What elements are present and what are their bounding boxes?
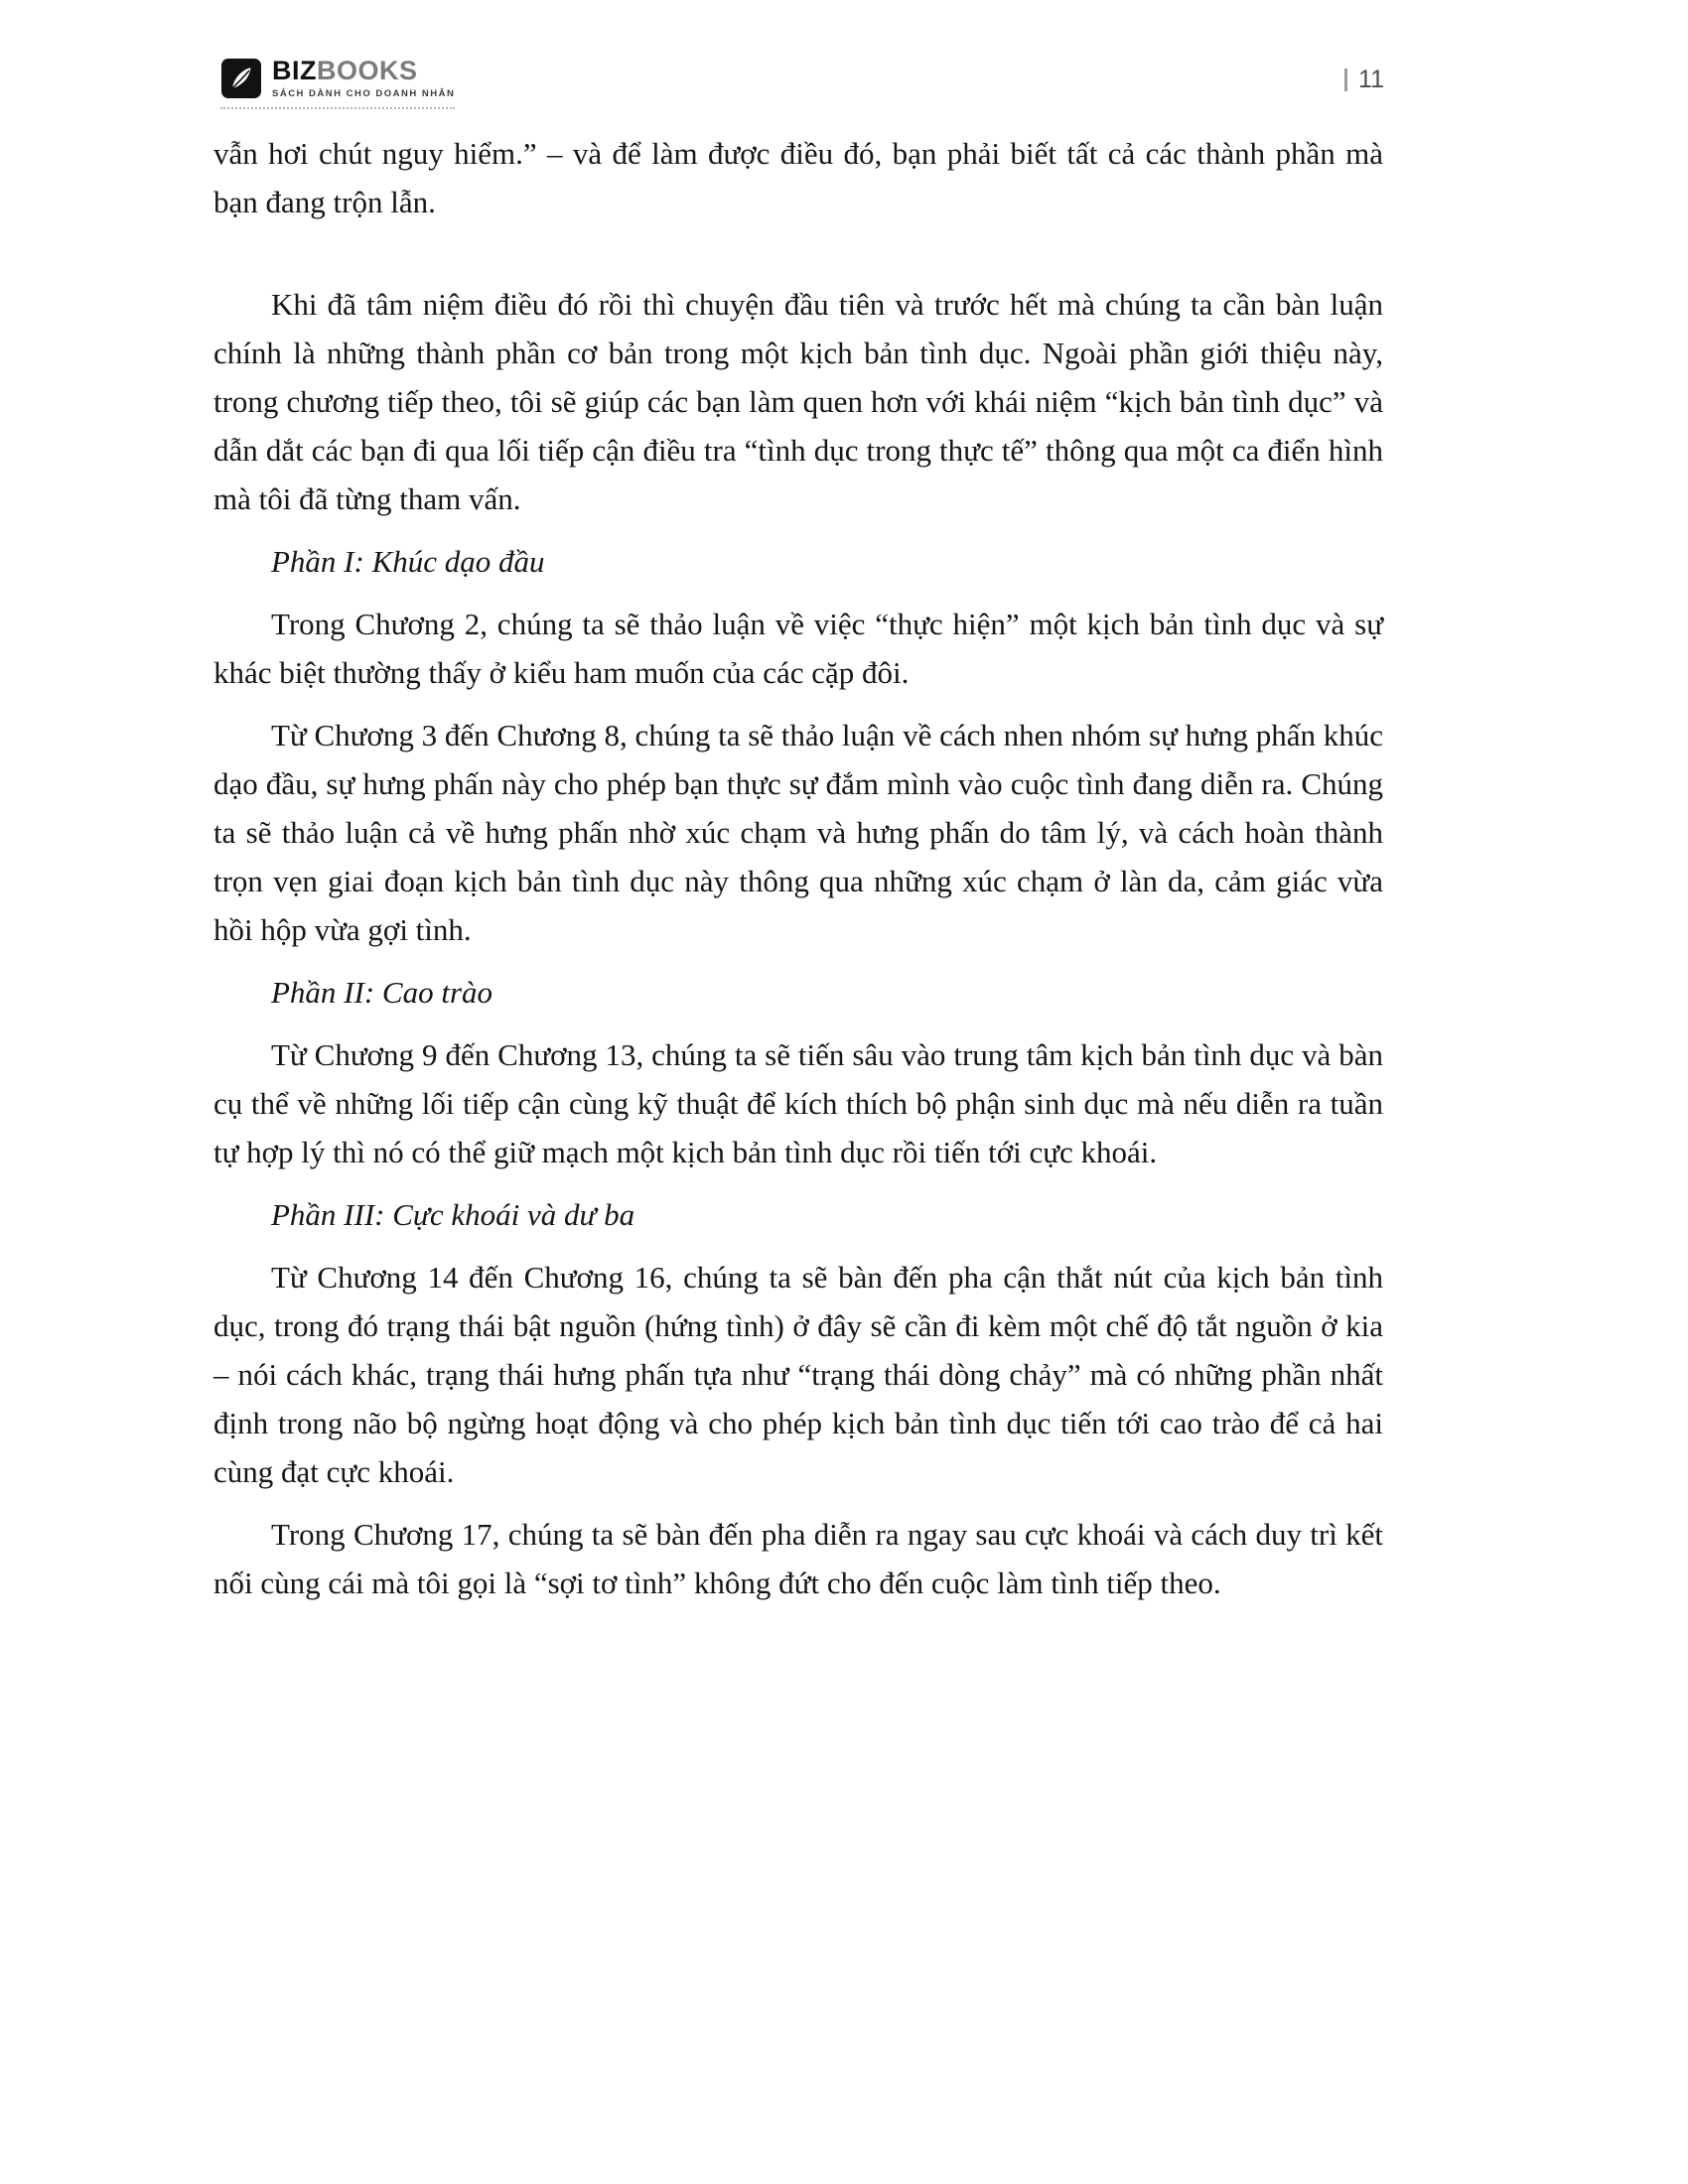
section-heading-part-2: Phần II: Cao trào	[271, 975, 493, 1010]
brand-name	[272, 58, 455, 84]
section-heading-part-3: Phần III: Cực khoái và dư ba	[271, 1197, 635, 1232]
page-number-value: 11	[1358, 66, 1384, 93]
brand-books: BOOKS	[317, 56, 418, 85]
page-number	[1344, 68, 1384, 92]
paragraph: Trong Chương 17, chúng ta sẽ bàn đến pha diễn ra ngay sau cực khoái và cách duy trì kết nối cùng cái mà tôi gọi là “sợi tơ tình” không đứt cho đến cuộc làm tình tiếp theo.	[213, 1517, 1383, 1600]
bizbooks-logo-icon	[220, 58, 262, 99]
logo-text	[272, 58, 455, 99]
page-content	[213, 129, 1383, 1621]
paragraph: Từ Chương 14 đến Chương 16, chúng ta sẽ bàn đến pha cận thắt nút của kịch bản tình dục, trong đó trạng thái bật nguồn (hứng tình) ở đây sẽ cần đi kèm một chế độ tắt nguồn ở kia – nói cách khác, trạng thái hưng phấn tựa như “trạng thái dòng chảy” mà có những phần nhất định trong não bộ ngừng hoạt động và cho phép kịch bản tình dục tiến tới cao trào để cả hai cùng đạt cực khoái.	[213, 1260, 1383, 1489]
paragraph: Khi đã tâm niệm điều đó rồi thì chuyện đầu tiên và trước hết mà chúng ta cần bàn luận chính là những thành phần cơ bản trong một kịch bản tình dục. Ngoài phần giới thiệu này, trong chương tiếp theo, tôi sẽ giúp các bạn làm quen hơn với khái niệm “kịch bản tình dục” và dẫn dắt các bạn đi qua lối tiếp cận điều tra “tình dục trong thực tế” thông qua một ca điển hình mà tôi đã từng tham vấn.	[213, 287, 1383, 516]
paragraph: vẫn hơi chút nguy hiểm.” – và để làm được điều đó, bạn phải biết tất cả các thành phần mà bạn đang trộn lẫn.	[213, 136, 1383, 219]
section-heading-part-1: Phần I: Khúc dạo đầu	[271, 544, 545, 579]
paragraph: Từ Chương 9 đến Chương 13, chúng ta sẽ tiến sâu vào trung tâm kịch bản tình dục và bàn cụ thể về những lối tiếp cận cùng kỹ thuật để kích thích bộ phận sinh dục mà nếu diễn ra tuần tự hợp lý thì nó có thể giữ mạch một kịch bản tình dục rồi tiến tới cực khoái.	[213, 1037, 1383, 1169]
brand-tagline: SÁCH DÀNH CHO DOANH NHÂN	[272, 88, 456, 99]
brand-biz: BIZ	[272, 56, 317, 85]
page-header	[220, 58, 1384, 109]
paragraph: Trong Chương 2, chúng ta sẽ thảo luận về việc “thực hiện” một kịch bản tình dục và sự khác biệt thường thấy ở kiểu ham muốn của các cặp đôi.	[213, 607, 1383, 690]
bizbooks-logo	[220, 58, 455, 109]
page-number-divider	[1344, 68, 1347, 91]
paragraph: Từ Chương 3 đến Chương 8, chúng ta sẽ thảo luận về cách nhen nhóm sự hưng phấn khúc dạo đầu, sự hưng phấn này cho phép bạn thực sự đắm mình vào cuộc tình đang diễn ra. Chúng ta sẽ thảo luận cả về hưng phấn nhờ xúc chạm và hưng phấn do tâm lý, và cách hoàn thành trọn vẹn giai đoạn kịch bản tình dục này thông qua những xúc chạm ở làn da, cảm giác vừa hồi hộp vừa gợi tình.	[213, 718, 1383, 947]
